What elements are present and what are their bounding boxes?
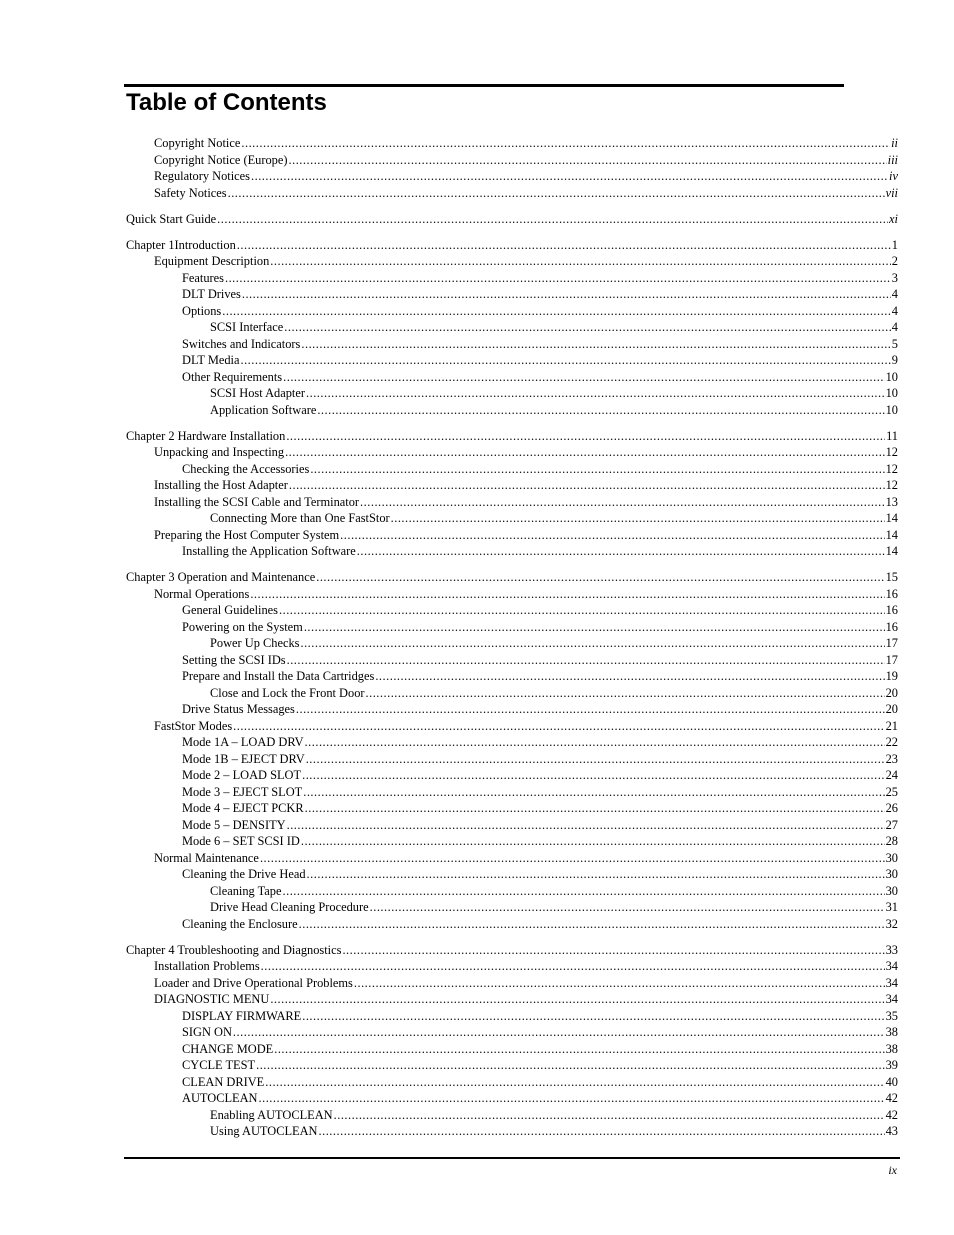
toc-entry[interactable] xyxy=(126,185,898,202)
toc-entry-page: xi xyxy=(889,211,898,226)
toc-dot-leader xyxy=(285,444,885,461)
toc-entry[interactable] xyxy=(126,635,898,652)
toc-entry-label: Connecting More than One FastStor xyxy=(210,511,390,525)
toc-entry-label: Checking the Accessories xyxy=(182,461,310,476)
toc-entry-page: 2 xyxy=(891,254,898,268)
page-number: ix xyxy=(888,1163,897,1177)
toc-entry[interactable] xyxy=(126,543,898,560)
toc-entry-label: Installing the Host Adapter xyxy=(154,478,288,492)
toc-entry[interactable] xyxy=(126,168,898,185)
toc-entry-page: 22 xyxy=(885,735,898,749)
toc-entry-label: Powering on the System xyxy=(182,619,303,634)
toc-entry-page: 30 xyxy=(885,850,898,865)
toc-entry[interactable] xyxy=(126,1090,898,1107)
toc-dot-leader xyxy=(370,899,885,916)
toc-dot-leader xyxy=(296,701,885,718)
toc-dot-leader xyxy=(366,685,885,702)
toc-dot-leader xyxy=(265,1074,884,1091)
toc-entry[interactable] xyxy=(126,477,898,494)
toc-entry[interactable] xyxy=(126,619,898,636)
toc-entry-page: 12 xyxy=(885,461,898,476)
toc-entry-label: Normal Operations xyxy=(154,586,250,601)
toc-entry-label: Chapter 2 Hardware Installation xyxy=(126,428,286,443)
toc-entry[interactable] xyxy=(126,385,898,402)
toc-entry-label: Cleaning the Enclosure xyxy=(182,916,298,931)
toc-entry-page: 13 xyxy=(885,494,898,509)
toc-entry-page: 11 xyxy=(886,428,898,443)
toc-entry-label: SCSI Interface xyxy=(210,320,284,334)
toc-entry-page: 10 xyxy=(885,402,898,417)
toc-entry-label: Safety Notices xyxy=(154,185,227,200)
toc-dot-leader xyxy=(301,336,890,353)
toc-entry-label: Quick Start Guide xyxy=(126,211,217,226)
toc-entry-label: Application Software xyxy=(210,402,317,417)
toc-entry-label: Other Requirements xyxy=(182,369,283,384)
toc-entry-page: 10 xyxy=(885,386,898,400)
toc-entry-page: 9 xyxy=(891,353,898,367)
toc-dot-leader xyxy=(259,1090,885,1107)
toc-entry[interactable] xyxy=(126,602,898,619)
toc-dot-leader xyxy=(279,602,885,619)
page-title: Table of Contents xyxy=(126,89,327,116)
toc-entry-label: Setting the SCSI IDs xyxy=(182,652,286,667)
toc-entry[interactable] xyxy=(126,1041,898,1058)
toc-entry-label: SCSI Host Adapter xyxy=(210,386,305,400)
toc-entry-label: Mode 6 – SET SCSI ID xyxy=(182,834,300,848)
toc-entry-label: Mode 3 – EJECT SLOT xyxy=(182,784,303,799)
toc-entry-page: 12 xyxy=(885,445,898,459)
toc-entry-label: Cleaning Tape xyxy=(210,883,282,898)
toc-dot-leader xyxy=(375,668,884,685)
toc-entry-page: iii xyxy=(887,152,898,167)
toc-entry-label: DLT Drives xyxy=(182,287,241,301)
toc-entry-page: 1 xyxy=(891,237,898,252)
toc-entry-page: 4 xyxy=(891,287,898,301)
toc-entry-page: 5 xyxy=(891,336,898,351)
toc-entry-page: 3 xyxy=(891,270,898,285)
toc-entry[interactable] xyxy=(126,461,898,478)
toc-entry-page: 42 xyxy=(885,1107,898,1122)
toc-entry[interactable] xyxy=(126,767,898,784)
toc-entry-page: 21 xyxy=(885,718,898,733)
toc-entry-page: 43 xyxy=(885,1124,898,1138)
toc-entry[interactable] xyxy=(126,428,898,445)
toc-entry[interactable] xyxy=(126,319,898,336)
toc-entry-label: General Guidelines xyxy=(182,603,278,617)
toc-dot-leader xyxy=(357,543,885,560)
toc-entry[interactable] xyxy=(126,152,898,169)
top-rule xyxy=(124,84,844,87)
toc-dot-leader xyxy=(237,237,891,254)
toc-entry-label: CYCLE TEST xyxy=(182,1058,256,1072)
toc-entry-page: vii xyxy=(885,185,898,200)
toc-entry-page: 38 xyxy=(885,1041,898,1056)
toc-entry[interactable] xyxy=(126,1057,898,1074)
toc-entry-label: Switches and Indicators xyxy=(182,336,301,351)
toc-list xyxy=(126,135,898,1140)
toc-entry-page: 40 xyxy=(885,1074,898,1089)
toc-entry-label: Mode 4 – EJECT PCKR xyxy=(182,801,304,815)
toc-entry-page: 25 xyxy=(885,784,898,799)
toc-dot-leader xyxy=(340,527,884,544)
toc-entry[interactable] xyxy=(126,1123,898,1140)
toc-entry-label: Preparing the Host Computer System xyxy=(154,527,340,542)
toc-dot-leader xyxy=(319,1123,885,1140)
toc-entry-page: 26 xyxy=(885,801,898,815)
toc-entry[interactable] xyxy=(126,1107,898,1124)
toc-entry-page: 34 xyxy=(885,992,898,1006)
toc-dot-leader xyxy=(307,866,885,883)
toc-entry-label: Copyright Notice xyxy=(154,136,241,150)
toc-entry-page: 16 xyxy=(885,586,898,601)
toc-dot-leader xyxy=(302,767,885,784)
toc-entry-label: Features xyxy=(182,270,224,285)
toc-dot-leader xyxy=(287,817,885,834)
toc-dot-leader xyxy=(299,916,885,933)
toc-entry-label: AUTOCLEAN xyxy=(182,1091,258,1105)
toc-entry-page: 14 xyxy=(885,544,898,558)
toc-entry-page: 20 xyxy=(885,685,898,700)
toc-dot-leader xyxy=(270,991,884,1008)
toc-entry-page: iv xyxy=(889,169,898,183)
toc-entry-label: Normal Maintenance xyxy=(154,850,259,865)
toc-entry[interactable] xyxy=(126,336,898,353)
toc-entry-label: SIGN ON xyxy=(182,1025,232,1039)
toc-dot-leader xyxy=(305,800,885,817)
toc-entry[interactable] xyxy=(126,510,898,527)
toc-entry-label: Cleaning the Drive Head xyxy=(182,867,306,881)
toc-entry-label: Drive Status Messages xyxy=(182,702,295,716)
toc-entry-page: 4 xyxy=(891,303,898,318)
toc-entry-label: Mode 2 – LOAD SLOT xyxy=(182,768,302,782)
toc-entry[interactable] xyxy=(126,751,898,768)
toc-entry-label: Copyright Notice (Europe) xyxy=(154,152,288,167)
toc-dot-leader xyxy=(317,402,884,419)
toc-dot-leader xyxy=(233,718,884,735)
toc-entry[interactable] xyxy=(126,527,898,544)
toc-dot-leader xyxy=(233,1024,885,1041)
toc-entry[interactable] xyxy=(126,817,898,834)
toc-entry[interactable] xyxy=(126,211,898,228)
toc-entry-page: 35 xyxy=(885,1008,898,1023)
toc-entry[interactable] xyxy=(126,270,898,287)
toc-dot-leader xyxy=(287,652,885,669)
toc-entry-page: 17 xyxy=(885,652,898,667)
toc-entry[interactable] xyxy=(126,916,898,933)
toc-entry-page: 23 xyxy=(885,751,898,766)
toc-dot-leader xyxy=(310,461,884,478)
toc-dot-leader xyxy=(306,751,885,768)
toc-entry[interactable] xyxy=(126,958,898,975)
toc-entry-page: 16 xyxy=(885,619,898,634)
toc-entry-page: 15 xyxy=(885,570,898,584)
toc-dot-leader xyxy=(250,586,884,603)
toc-entry[interactable] xyxy=(126,718,898,735)
toc-entry[interactable] xyxy=(126,833,898,850)
toc-entry-page: 24 xyxy=(885,768,898,782)
toc-entry-label: Power Up Checks xyxy=(210,636,300,650)
toc-entry-label: DISPLAY FIRMWARE xyxy=(182,1008,302,1023)
toc-dot-leader xyxy=(260,850,885,867)
toc-dot-leader xyxy=(256,1057,885,1074)
toc-entry-label: Unpacking and Inspecting xyxy=(154,445,285,459)
toc-entry[interactable] xyxy=(126,701,898,718)
toc-dot-leader xyxy=(304,619,885,636)
toc-entry[interactable] xyxy=(126,734,898,751)
toc-entry-page: 12 xyxy=(885,478,898,492)
toc-entry-label: CLEAN DRIVE xyxy=(182,1074,265,1089)
toc-entry[interactable] xyxy=(126,800,898,817)
toc-dot-leader xyxy=(391,510,885,527)
toc-dot-leader xyxy=(261,958,885,975)
toc-entry-label: Installation Problems xyxy=(154,959,260,973)
toc-entry-page: 38 xyxy=(885,1025,898,1039)
toc-entry-label: Loader and Drive Operational Problems xyxy=(154,975,353,990)
toc-dot-leader xyxy=(306,385,885,402)
toc-entry-label: DIAGNOSTIC MENU xyxy=(154,992,270,1006)
toc-entry-page: 32 xyxy=(885,916,898,931)
toc-entry[interactable] xyxy=(126,784,898,801)
toc-dot-leader xyxy=(283,369,884,386)
toc-dot-leader xyxy=(222,303,891,320)
toc-entry-page: 31 xyxy=(885,900,898,914)
toc-dot-leader xyxy=(302,1008,884,1025)
toc-entry-label: Prepare and Install the Data Cartridges xyxy=(182,669,375,683)
toc-dot-leader xyxy=(289,477,885,494)
toc-entry[interactable] xyxy=(126,135,898,152)
toc-entry-page: 34 xyxy=(885,975,898,990)
toc-entry-page: ii xyxy=(891,136,898,150)
toc-entry-page: 20 xyxy=(885,702,898,716)
toc-dot-leader xyxy=(242,286,891,303)
toc-entry-label: Installing the Application Software xyxy=(182,544,356,558)
toc-entry-page: 17 xyxy=(885,636,898,650)
toc-entry[interactable] xyxy=(126,569,898,586)
toc-entry-page: 10 xyxy=(885,369,898,384)
toc-entry[interactable] xyxy=(126,303,898,320)
toc-entry-label: Close and Lock the Front Door xyxy=(210,685,365,700)
toc-dot-leader xyxy=(283,883,885,900)
toc-entry-page: 27 xyxy=(885,817,898,832)
toc-entry[interactable] xyxy=(126,369,898,386)
toc-entry[interactable] xyxy=(126,942,898,959)
toc-dot-leader xyxy=(228,185,885,202)
toc-entry-label: Chapter 4 Troubleshooting and Diagnostics xyxy=(126,942,342,957)
toc-entry-label: Enabling AUTOCLEAN xyxy=(210,1107,333,1122)
toc-entry-label: Regulatory Notices xyxy=(154,169,251,183)
toc-dot-leader xyxy=(301,833,885,850)
toc-dot-leader xyxy=(303,784,884,801)
toc-dot-leader xyxy=(289,152,887,169)
toc-dot-leader xyxy=(217,211,888,228)
toc-entry-label: CHANGE MODE xyxy=(182,1041,274,1056)
toc-entry[interactable] xyxy=(126,444,898,461)
toc-dot-leader xyxy=(316,569,884,586)
toc-dot-leader xyxy=(270,253,891,270)
toc-entry-label: Chapter 1Introduction xyxy=(126,237,236,252)
toc-entry[interactable] xyxy=(126,494,898,511)
toc-entry[interactable] xyxy=(126,883,898,900)
toc-entry-page: 14 xyxy=(885,511,898,525)
toc-entry-page: 30 xyxy=(885,883,898,898)
toc-dot-leader xyxy=(251,168,888,185)
toc-dot-leader xyxy=(305,734,885,751)
toc-dot-leader xyxy=(240,352,890,369)
toc-dot-leader xyxy=(284,319,891,336)
toc-entry[interactable] xyxy=(126,899,898,916)
toc-entry-page: 19 xyxy=(885,669,898,683)
toc-dot-leader xyxy=(360,494,885,511)
toc-entry-label: Installing the SCSI Cable and Terminator xyxy=(154,494,360,509)
toc-entry-page: 16 xyxy=(885,603,898,617)
toc-entry[interactable] xyxy=(126,685,898,702)
toc-entry[interactable] xyxy=(126,586,898,603)
toc-entry-label: Options xyxy=(182,303,222,318)
toc-dot-leader xyxy=(334,1107,885,1124)
toc-dot-leader xyxy=(342,942,884,959)
toc-entry-label: FastStor Modes xyxy=(154,718,233,733)
toc-entry-page: 34 xyxy=(885,959,898,973)
toc-entry-page: 14 xyxy=(885,527,898,542)
toc-entry-label: Drive Head Cleaning Procedure xyxy=(210,900,369,914)
toc-entry-label: Mode 1A – LOAD DRV xyxy=(182,735,304,749)
toc-entry[interactable] xyxy=(126,668,898,685)
toc-entry[interactable] xyxy=(126,253,898,270)
toc-entry[interactable] xyxy=(126,1008,898,1025)
toc-entry[interactable] xyxy=(126,866,898,883)
toc-entry[interactable] xyxy=(126,1074,898,1091)
toc-entry-label: Chapter 3 Operation and Maintenance xyxy=(126,570,316,584)
bottom-rule xyxy=(124,1157,900,1159)
toc-dot-leader xyxy=(274,1041,884,1058)
toc-entry[interactable] xyxy=(126,850,898,867)
toc-entry-label: Using AUTOCLEAN xyxy=(210,1124,318,1138)
toc-dot-leader xyxy=(225,270,891,287)
toc-entry[interactable] xyxy=(126,286,898,303)
toc-entry-page: 33 xyxy=(885,942,898,957)
toc-entry-label: Equipment Description xyxy=(154,254,270,268)
toc-entry-page: 30 xyxy=(885,867,898,881)
toc-entry-page: 39 xyxy=(885,1058,898,1072)
toc-dot-leader xyxy=(300,635,884,652)
toc-entry[interactable] xyxy=(126,402,898,419)
toc-dot-leader xyxy=(354,975,885,992)
toc-entry[interactable] xyxy=(126,652,898,669)
toc-entry-page: 4 xyxy=(891,320,898,334)
toc-entry-page: 42 xyxy=(885,1091,898,1105)
toc-entry[interactable] xyxy=(126,975,898,992)
toc-entry[interactable] xyxy=(126,352,898,369)
toc-dot-leader xyxy=(241,135,890,152)
toc-dot-leader xyxy=(286,428,885,445)
toc-entry-label: Mode 5 – DENSITY xyxy=(182,817,286,832)
toc-entry[interactable] xyxy=(126,1024,898,1041)
toc-entry-page: 28 xyxy=(885,834,898,848)
toc-entry[interactable] xyxy=(126,237,898,254)
toc-entry-label: Mode 1B – EJECT DRV xyxy=(182,751,305,766)
toc-entry-label: DLT Media xyxy=(182,353,240,367)
toc-entry[interactable] xyxy=(126,991,898,1008)
